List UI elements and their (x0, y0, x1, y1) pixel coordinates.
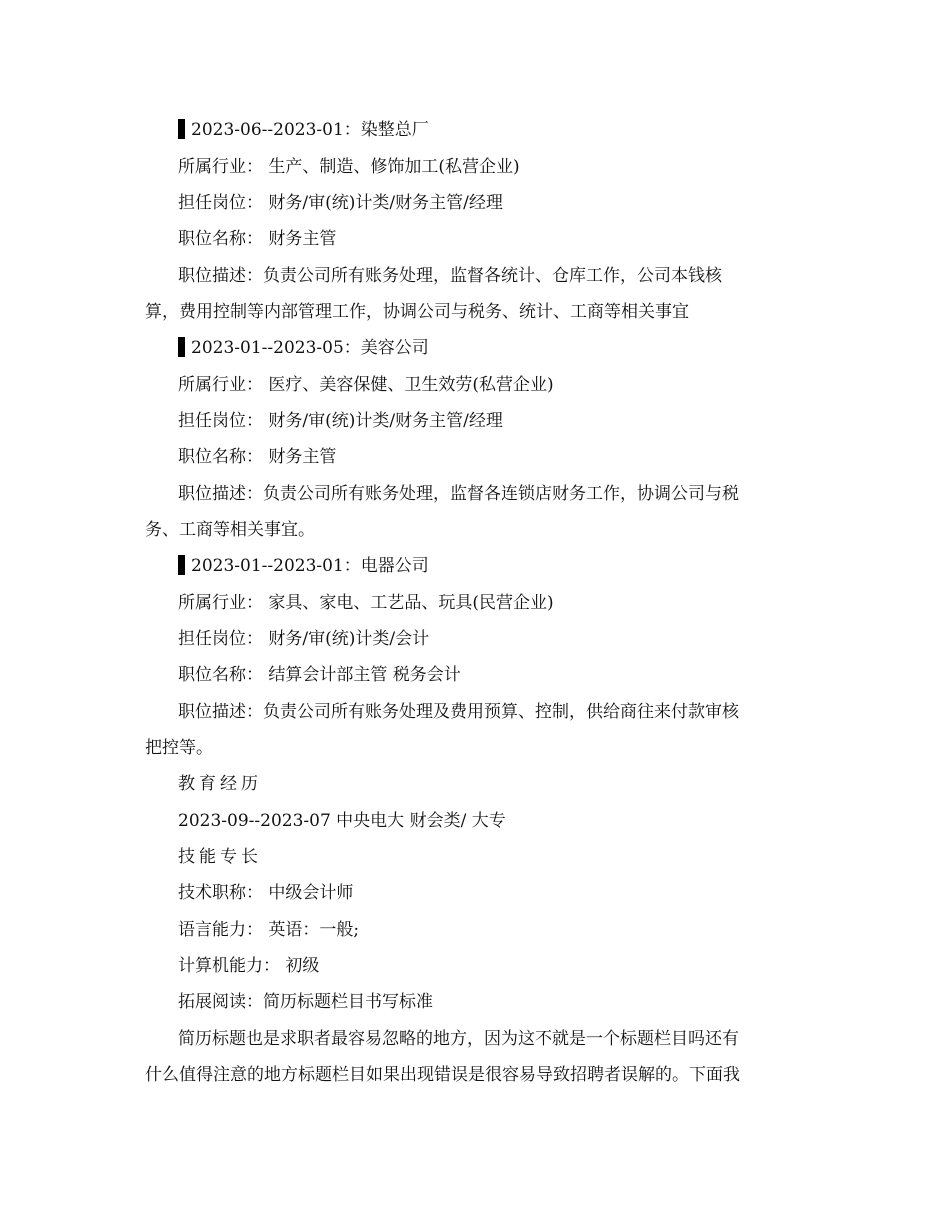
skills-heading: 技能专长 (178, 847, 262, 867)
skill-language: 语言能力： 英语：一般; (178, 920, 360, 940)
extended-paragraph-line: 什么值得注意的地方标题栏目如果出现错误是很容易导致招聘者误解的。下面我 (145, 1065, 740, 1085)
job-header-text: 2023-01--2023-05：美容公司 (191, 338, 429, 358)
job-title: 职位名称： 财务主管 (178, 447, 337, 467)
extended-paragraph-line: 简历标题也是求职者最容易忽略的地方，因为这不就是一个标题栏目吗还有 (178, 1029, 739, 1049)
skill-computer: 计算机能力： 初级 (178, 956, 320, 976)
job-industry: 所属行业： 生产、制造、修饰加工(私营企业) (178, 157, 520, 177)
job-industry: 所属行业： 医疗、美容保健、卫生效劳(私营企业) (178, 375, 554, 395)
extended-reading-label: 拓展阅读：简历标题栏目书写标准 (178, 992, 433, 1012)
skill-tech-title: 技术职称： 中级会计师 (178, 883, 354, 903)
job-title: 职位名称： 财务主管 (178, 229, 337, 249)
job-header (178, 554, 429, 578)
job-header-text: 2023-01--2023-01：电器公司 (191, 556, 429, 576)
job-title: 职位名称： 结算会计部主管 税务会计 (178, 665, 461, 685)
education-heading: 教育经历 (178, 774, 262, 794)
section-marker-bar (178, 555, 185, 575)
job-header (178, 118, 429, 142)
job-description-line: 职位描述：负责公司所有账务处理，监督各连锁店财务工作，协调公司与税 (178, 484, 739, 504)
job-header (178, 336, 429, 360)
section-marker-bar (178, 119, 185, 139)
education-entry: 2023-09--2023-07 中央电大 财会类/ 大专 (178, 811, 506, 831)
section-marker-bar (178, 337, 185, 357)
job-description-line: 职位描述：负责公司所有账务处理，监督各统计、仓库工作，公司本钱核 (178, 266, 722, 286)
job-industry: 所属行业： 家具、家电、工艺品、玩具(民营企业) (178, 593, 554, 613)
job-post: 担任岗位： 财务/审(统)计类/财务主管/经理 (178, 193, 503, 213)
job-post: 担任岗位： 财务/审(统)计类/会计 (178, 629, 430, 649)
job-header-text: 2023-06--2023-01：染整总厂 (191, 120, 429, 140)
job-description-line: 算，费用控制等内部管理工作，协调公司与税务、统计、工商等相关事宜 (145, 302, 689, 322)
job-description-line: 务、工商等相关事宜。 (145, 520, 315, 540)
job-description-line: 职位描述：负责公司所有账务处理及费用预算、控制，供给商往来付款审核 (178, 702, 739, 722)
job-post: 担任岗位： 财务/审(统)计类/财务主管/经理 (178, 411, 503, 431)
job-description-line: 把控等。 (145, 738, 213, 758)
